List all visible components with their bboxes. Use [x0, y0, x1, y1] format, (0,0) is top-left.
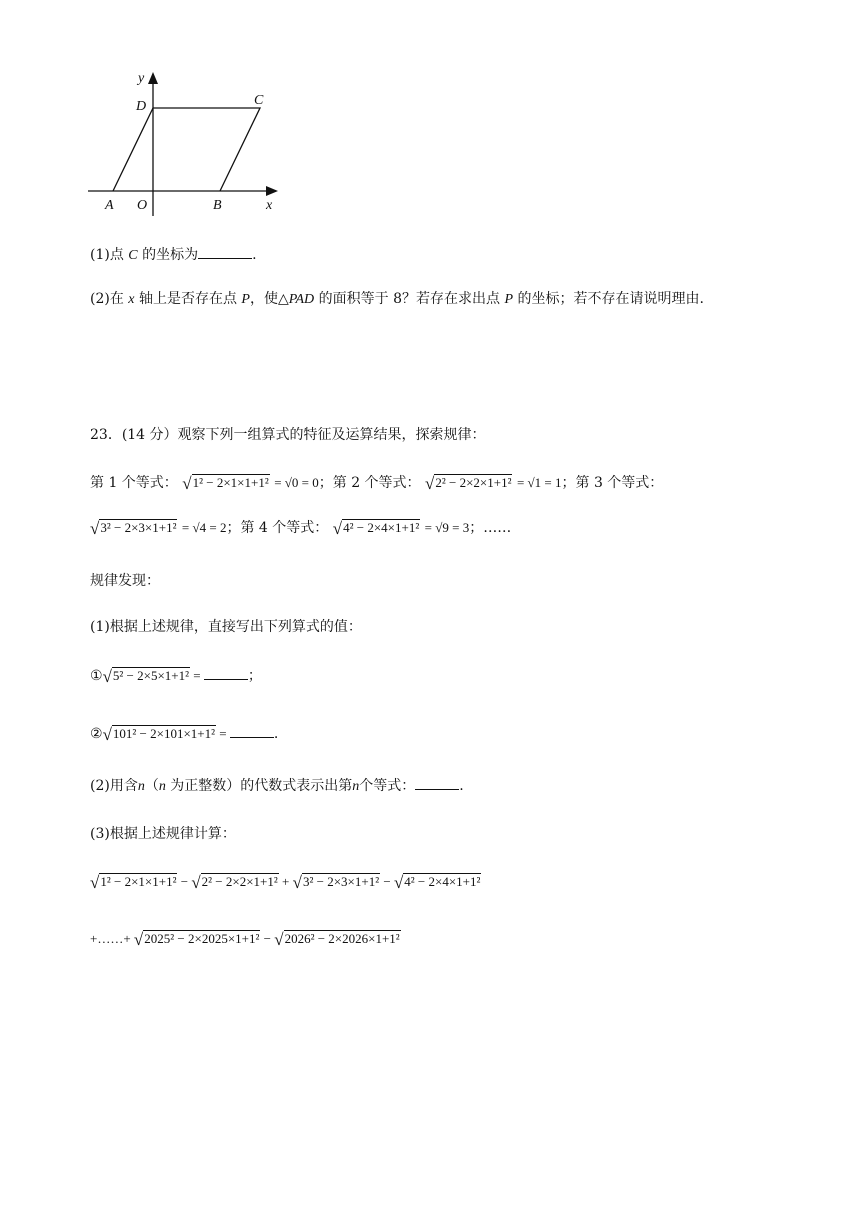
sqrt-eq1: √1² − 2×1×1+1²	[182, 474, 269, 493]
q23-item2: ②√101² − 2×101×1+1² = .	[90, 725, 279, 744]
label-y: y	[138, 71, 145, 86]
sqrt-calc-t3: √3² − 2×3×1+1²	[292, 873, 380, 892]
q23-line2: √3² − 2×3×1+1² = √4 = 2；第 4 个等式： √4² − 2×4×1+1² = √9 = 3；……	[90, 519, 512, 538]
q22-part2: (2)在 x 轴上是否存在点 P，使△PAD 的面积等于 8？若存在求出点 P 的坐标；若不存在请说明理由.	[90, 291, 704, 307]
sqrt-calc-t1: √1² − 2×1×1+1²	[90, 873, 177, 892]
sqrt-calc-t4: √4² − 2×4×1+1²	[393, 873, 481, 892]
label-C: C	[254, 93, 264, 108]
label-A: A	[105, 198, 114, 213]
answer-blank	[198, 258, 252, 259]
sqrt-calc-t2026: √2026² − 2×2026×1+1²	[274, 930, 400, 949]
parallelogram-shape	[113, 108, 260, 191]
sqrt-eq2: √2² − 2×2×1+1²	[425, 474, 512, 493]
label-O: O	[137, 198, 148, 213]
sqrt-item2: √101² − 2×101×1+1²	[102, 725, 216, 744]
sqrt-calc-t2: √2² − 2×2×1+1²	[191, 873, 278, 892]
label-D: D	[136, 99, 147, 114]
sqrt-item1: √5² − 2×5×1+1²	[102, 667, 190, 686]
answer-blank	[204, 679, 248, 680]
q23-part2: (2)用含n（n 为正整数）的代数式表示出第n个等式： .	[90, 778, 464, 794]
answer-blank	[230, 737, 274, 738]
parallelogram-figure	[80, 66, 290, 226]
q23-header: 23．(14 分）观察下列一组算式的特征及运算结果，探索规律：	[90, 427, 486, 443]
q23-part1: (1)根据上述规律，直接写出下列算式的值：	[90, 619, 362, 635]
q23-discover: 规律发现：	[90, 573, 160, 589]
q22-part1: (1)点 C 的坐标为 .	[90, 247, 257, 263]
q23-calc-line1: √1² − 2×1×1+1² − √2² − 2×2×1+1² + √3² − 2×3×1+1² − √4² − 2×4×1+1²	[90, 873, 481, 892]
label-x: x	[266, 198, 273, 213]
y-axis-arrow	[148, 72, 158, 84]
answer-blank	[415, 789, 459, 790]
q23-item1: ①√5² − 2×5×1+1² = ；	[90, 667, 262, 686]
q23-calc-line2: +……+ √2025² − 2×2025×1+1² − √2026² − 2×2026×1+1²	[90, 930, 400, 949]
x-axis-arrow	[266, 186, 278, 196]
label-B: B	[213, 198, 222, 213]
sqrt-eq4: √4² − 2×4×1+1²	[332, 519, 420, 538]
sqrt-eq3: √3² − 2×3×1+1²	[90, 519, 177, 538]
q23-line1: 第 1 个等式： √1² − 2×1×1+1² = √0 = 0；第 2 个等式： √2² − 2×2×1+1² = √1 = 1；第 3 个等式：	[90, 474, 664, 493]
q23-part3: (3)根据上述规律计算：	[90, 826, 236, 842]
sqrt-calc-t2025: √2025² − 2×2025×1+1²	[133, 930, 260, 949]
